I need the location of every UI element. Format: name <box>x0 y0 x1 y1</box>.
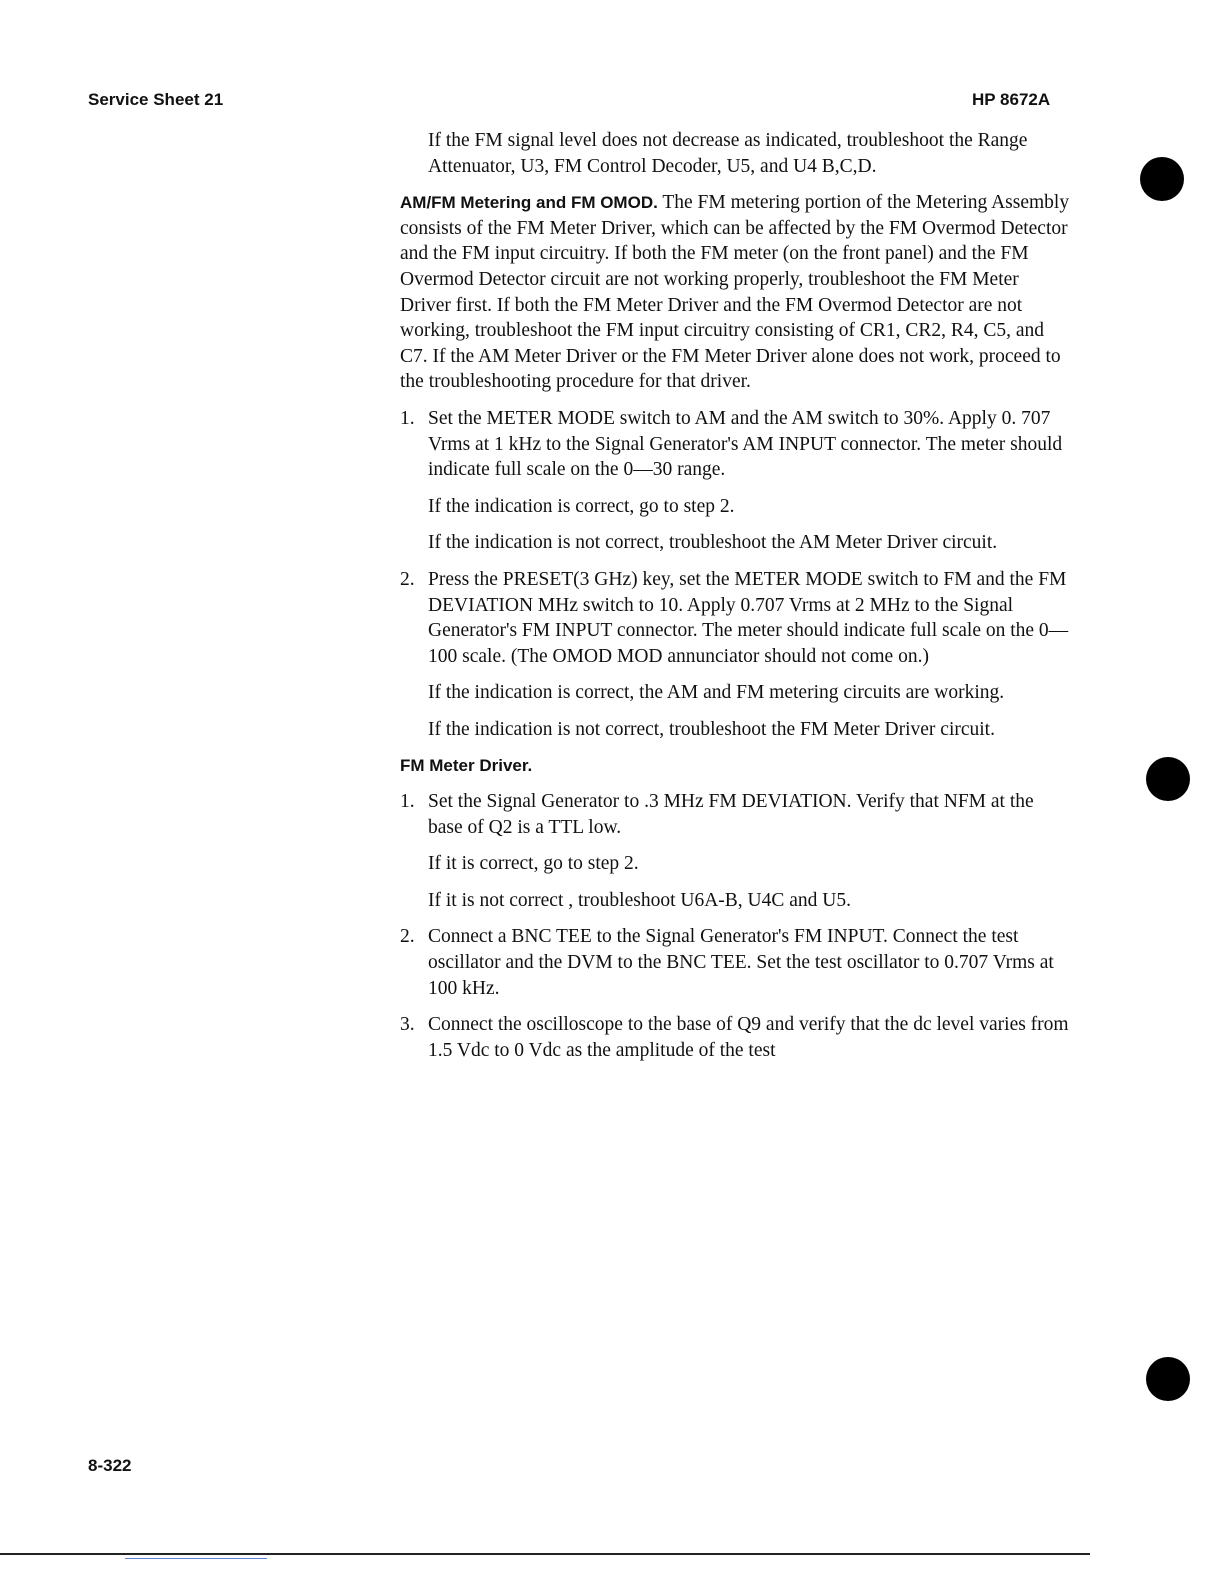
header-right: HP 8672A <box>972 90 1051 109</box>
amfm-step-2 <box>400 567 1070 669</box>
amfm-step-1 <box>400 406 1070 483</box>
amfm-paragraph <box>400 190 1070 395</box>
binder-hole-middle <box>1146 757 1190 801</box>
step-text: Set the Signal Generator to .3 MHz FM DEVIATION. Verify that NFM at the base of Q2 is a TTL low. <box>428 791 1034 838</box>
header-left: Service Sheet 21 <box>88 90 224 109</box>
step-number: 1. <box>400 791 415 813</box>
intro-paragraph: If the FM signal level does not decrease as indicated, troubleshoot the Range Attenuator, U3, FM Control Decoder, U5, and U4 B,C,D. <box>428 130 1028 177</box>
amfm-step-1-ok: If the indication is correct, go to step 2. <box>428 495 735 517</box>
document-body <box>400 128 1070 1074</box>
step-text: Connect the oscilloscope to the base of Q9 and verify that the dc level varies from 1.5 Vdc to 0 Vdc as the amplitude of the test <box>428 1014 1069 1061</box>
step-number: 2. <box>400 926 415 948</box>
amfm-step-2-ok: If the indication is correct, the AM and FM metering circuits are working. <box>428 682 1005 704</box>
step-number: 2. <box>400 568 415 590</box>
step-text: Set the METER MODE switch to AM and the AM switch to 30%. Apply 0. 707 Vrms at 1 kHz to the Signal Generator's AM INPUT connector. The meter should indicate full scale on the 0—30 range. <box>428 407 1063 481</box>
fm-driver-step-1 <box>400 789 1070 840</box>
footer-page-number: 8-322 <box>88 1456 132 1475</box>
fm-driver-step-1-ok: If it is correct, go to step 2. <box>428 853 639 875</box>
footer-rule-accent <box>125 1558 267 1559</box>
fm-driver-step-3 <box>400 1012 1070 1063</box>
step-number: 3. <box>400 1014 415 1036</box>
fm-driver-heading: FM Meter Driver. <box>400 756 533 776</box>
footer-rule <box>0 1553 1090 1555</box>
fm-driver-step-1-bad: If it is not correct , troubleshoot U6A-B, U4C and U5. <box>428 889 851 911</box>
step-text: Press the PRESET(3 GHz) key, set the METER MODE switch to FM and the FM DEVIATION MHz switch to 10. Apply 0.707 Vrms at 2 MHz to the Signal Generator's FM INPUT connector. The meter should indicate full scale on the 0—100 scale. (The OMOD MOD annunciator should not come on.) <box>428 568 1069 667</box>
binder-hole-top <box>1140 157 1184 201</box>
fm-driver-step-2 <box>400 924 1070 1001</box>
amfm-text: The FM metering portion of the Metering Assembly consists of the FM Meter Driver, which can be affected by the FM Overmod Detector and the FM input circuitry. If both the FM meter (on the front panel) and the FM Overmod Detector circuit are not working properly, troubleshoot the FM Meter Driver first. If both the FM Meter Driver and the FM Overmod Detector are not working, troubleshoot the FM input circuitry consisting of CR1, CR2, R4, C5, and C7. If the AM Meter Driver or the FM Meter Driver alone does not work, proceed to the troubleshooting procedure for that driver. <box>400 192 1070 393</box>
step-number: 1. <box>400 407 415 429</box>
amfm-heading: AM/FM Metering and FM OMOD. <box>400 193 658 213</box>
amfm-step-1-bad: If the indication is not correct, troubleshoot the AM Meter Driver circuit. <box>428 532 998 554</box>
binder-hole-bottom <box>1146 1357 1190 1401</box>
amfm-step-2-bad: If the indication is not correct, troubleshoot the FM Meter Driver circuit. <box>428 718 995 740</box>
step-text: Connect a BNC TEE to the Signal Generator's FM INPUT. Connect the test oscillator and the DVM to the BNC TEE. Set the test oscillator to 0.707 Vrms at 100 kHz. <box>428 926 1054 999</box>
